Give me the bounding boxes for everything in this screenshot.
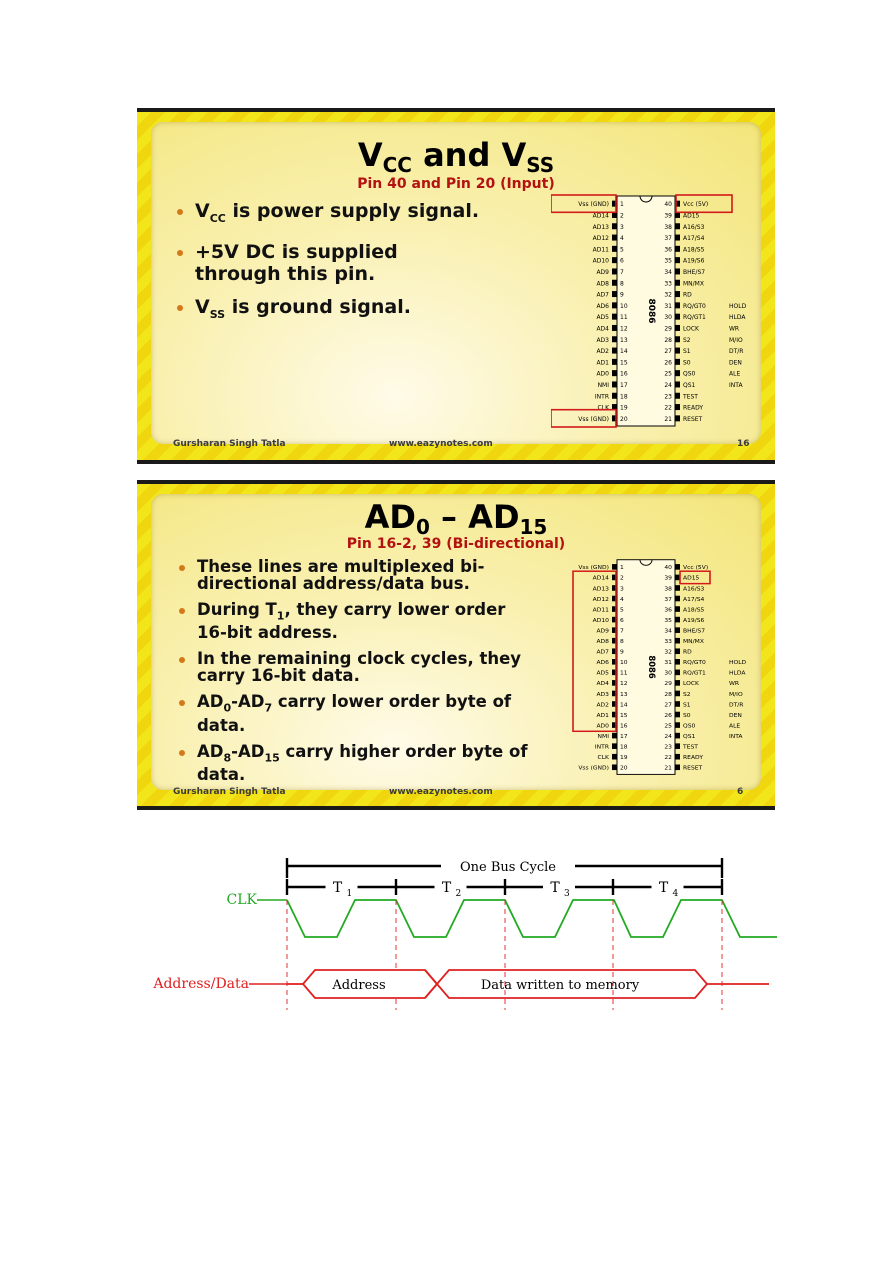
max-mode-label: HLDA: [729, 314, 746, 322]
pin-marker-left: [612, 280, 617, 286]
pin-label-left: AD4: [596, 681, 609, 688]
pin-label-right: LOCK: [683, 681, 699, 688]
bullet-item: These lines are multiplexed bi-directional address/data bus.: [175, 558, 559, 592]
pin-number-right: 24: [664, 381, 672, 389]
pin-number-right: 23: [664, 393, 672, 401]
pin-number-right: 40: [664, 201, 672, 209]
slide-title: $V_{CC}$ and $V_{SS}$: [357, 136, 555, 177]
pin-number-right: 35: [664, 618, 672, 624]
chip-name: 8086: [645, 655, 657, 679]
pin-label-left: AD14: [592, 575, 609, 582]
bullet-item: In the remaining clock cycles, they carry 16-bit data.: [175, 650, 557, 684]
pin-number-left: 14: [620, 702, 628, 709]
pin-number-left: 17: [620, 381, 628, 389]
pin-label-right: A16/S3: [683, 223, 705, 231]
slide-ad0-ad15: [137, 480, 775, 810]
pin-label-left: AD6: [596, 302, 609, 310]
pin-number-right: 34: [664, 268, 672, 276]
pin-number-left: 4: [620, 235, 624, 243]
pin-marker-left: [612, 381, 617, 387]
pin-label-right: S1: [683, 348, 691, 356]
pin-marker-left: [612, 336, 617, 342]
pin-number-left: 8: [620, 280, 624, 288]
pin-marker-right: [675, 325, 680, 331]
clk-signal-label: CLK: [226, 892, 257, 908]
pin-number-right: 25: [664, 370, 672, 378]
slide-subtitle: Pin 40 and Pin 20 (Input): [357, 176, 555, 192]
pin-number-left: 5: [620, 246, 624, 254]
pin-marker-left: [612, 754, 617, 760]
pin-number-right: 39: [664, 575, 672, 582]
bullet-item: $AD_0-AD_7$ carry lower order byte of data.: [175, 693, 559, 733]
pin-number-left: 18: [620, 744, 628, 751]
pin-label-left: AD8: [596, 280, 609, 288]
pin-number-right: 31: [664, 660, 672, 667]
max-mode-label: DEN: [729, 713, 742, 719]
pin-marker-right: [675, 617, 680, 623]
pin-marker-right: [675, 733, 680, 739]
pin-number-left: 19: [620, 404, 628, 412]
pin-number-left: 12: [620, 681, 628, 688]
pin-marker-right: [675, 336, 680, 342]
pin-label-left: CLK: [597, 404, 609, 412]
pin-marker-right: [675, 743, 680, 749]
pin-marker-right: [675, 585, 680, 591]
pin-number-left: 19: [620, 755, 628, 761]
pin-marker-right: [675, 596, 680, 602]
t-state-subscript: 3: [564, 889, 570, 899]
footer-author: Gursharan Singh Tatla: [173, 787, 286, 797]
pin-marker-right: [675, 722, 680, 728]
pin-label-right: QS0: [683, 370, 696, 378]
pin-marker-right: [675, 670, 680, 676]
pin-label-right: LOCK: [683, 325, 699, 333]
pin-number-right: 37: [664, 596, 672, 603]
pin-marker-right: [675, 314, 680, 320]
pin-number-left: 16: [620, 370, 628, 378]
pin-number-right: 30: [664, 314, 672, 322]
pin-marker-right: [675, 381, 680, 387]
max-mode-label: ALE: [729, 723, 741, 730]
pin-label-right: MN/MX: [683, 280, 704, 288]
pin-label-right: RESET: [683, 765, 703, 772]
pin-number-right: 22: [664, 404, 672, 412]
pin-marker-right: [675, 246, 680, 252]
pin-number-right: 28: [664, 691, 672, 698]
pin-marker-left: [612, 291, 617, 297]
footer-page-number: 6: [737, 787, 744, 797]
pin-label-right: BHE/S7: [683, 628, 706, 635]
pin-number-left: 7: [620, 628, 624, 635]
max-mode-label: DT/R: [729, 702, 744, 709]
pin-marker-right: [675, 638, 680, 644]
pin-number-right: 27: [664, 702, 672, 709]
slide-subtitle: Pin 16-2, 39 (Bi-directional): [346, 536, 566, 552]
pin-marker-right: [675, 701, 680, 707]
pin-label-right: QS1: [683, 734, 696, 740]
pin-number-right: 36: [664, 246, 672, 254]
pin-label-right: RQ/GT0: [683, 302, 706, 310]
footer-author: Gursharan Singh Tatla: [173, 439, 286, 449]
max-mode-label: DT/R: [729, 348, 744, 356]
pin-number-left: 4: [620, 596, 624, 603]
pin-number-right: 34: [664, 628, 672, 635]
pin-label-right: S2: [683, 336, 691, 344]
pin-number-left: 13: [620, 336, 628, 344]
pin-label-left: Vss (GND): [578, 415, 609, 423]
pin-marker-left: [612, 348, 617, 354]
pin-number-left: 1: [620, 565, 624, 572]
pin-number-right: 23: [664, 744, 672, 751]
pin-label-right: A19/S6: [683, 618, 705, 624]
pin-marker-left: [612, 359, 617, 365]
pin-marker-left: [612, 223, 617, 229]
pin-marker-left: [612, 370, 617, 376]
pin-number-right: 26: [664, 713, 672, 719]
pin-label-left: NMI: [597, 734, 609, 740]
pin-marker-left: [612, 235, 617, 241]
highlight-box-ad14-ad0: [573, 571, 616, 731]
max-mode-label: HLDA: [729, 670, 746, 677]
pin-number-left: 9: [620, 291, 624, 299]
pin-number-left: 15: [620, 359, 628, 367]
pin-marker-right: [675, 659, 680, 665]
slide-panel: [151, 122, 761, 449]
bullet-item: +5V DC is supplied through this pin.: [173, 241, 465, 285]
pin-marker-left: [612, 257, 617, 263]
pin-label-right: A19/S6: [683, 257, 705, 265]
slide-vcc-vss: [137, 108, 775, 464]
pin-label-left: AD6: [596, 660, 609, 667]
pin-number-right: 40: [664, 565, 672, 572]
pin-label-right: READY: [683, 404, 704, 412]
pin-label-left: NMI: [597, 381, 609, 389]
pin-label-right: QS0: [683, 723, 696, 730]
pin-label-right: TEST: [683, 744, 698, 751]
pin-marker-right: [675, 680, 680, 686]
pin-number-left: 2: [620, 212, 624, 220]
pin-marker-right: [675, 691, 680, 697]
pin-number-right: 31: [664, 302, 672, 310]
pin-marker-right: [675, 606, 680, 612]
pin-number-right: 25: [664, 723, 672, 730]
pin-label-left: AD5: [596, 670, 609, 677]
pin-number-right: 33: [664, 639, 672, 645]
bullet-list: [173, 200, 553, 337]
pin-label-left: AD2: [596, 702, 609, 709]
pin-label-right: RESET: [683, 415, 703, 423]
pin-label-right: MN/MX: [683, 639, 704, 645]
pin-label-right: RQ/GT0: [683, 660, 706, 667]
clk-waveform: [287, 900, 777, 937]
pin-number-right: 26: [664, 359, 672, 367]
pin-label-left: Vss (GND): [578, 201, 609, 209]
pin-number-right: 38: [664, 223, 672, 231]
t-state-subscript: 1: [346, 889, 353, 899]
pin-label-left: AD0: [596, 723, 609, 730]
max-mode-label: HOLD: [729, 660, 747, 667]
pin-number-left: 11: [620, 670, 628, 677]
pin-label-right: Vcc (5V): [683, 201, 709, 209]
bullet-list: [175, 558, 559, 792]
pin-marker-right: [675, 257, 680, 263]
slide-background: [137, 484, 775, 806]
pin-number-right: 33: [664, 280, 672, 288]
pin-label-left: AD10: [592, 618, 609, 624]
pin-number-left: 11: [620, 314, 628, 322]
pin-label-left: AD9: [596, 628, 609, 635]
bullet-item: $V_{CC}$ is power supply signal.: [173, 200, 553, 230]
pin-number-left: 6: [620, 257, 624, 265]
pin-marker-right: [675, 764, 680, 770]
pin-label-left: AD2: [596, 348, 609, 356]
pin-marker-right: [675, 235, 680, 241]
footer-url: www.eazynotes.com: [389, 439, 493, 449]
pin-label-right: A17/S4: [683, 596, 705, 603]
pin-number-left: 5: [620, 607, 624, 614]
pin-number-left: 3: [620, 586, 624, 593]
pin-number-left: 15: [620, 713, 628, 719]
pin-label-left: AD12: [592, 235, 609, 243]
pin-label-left: INTR: [594, 393, 609, 401]
pin-label-left: AD9: [596, 268, 609, 276]
pin-marker-left: [612, 764, 617, 770]
pin-label-right: RD: [683, 649, 692, 656]
pin-label-right: S2: [683, 691, 691, 698]
pin-number-right: 22: [664, 755, 672, 761]
pin-number-right: 21: [664, 765, 672, 772]
pin-label-right: S1: [683, 702, 691, 709]
pin-number-left: 1: [620, 201, 624, 209]
pin-label-left: AD7: [596, 291, 609, 299]
pin-label-right: READY: [683, 755, 703, 761]
t-state-subscript: 4: [672, 889, 679, 899]
pin-label-left: AD12: [592, 596, 609, 603]
chip-8086-pin-diagram: [551, 556, 761, 780]
max-mode-label: WR: [729, 325, 740, 333]
t-state-label: T: [658, 880, 669, 896]
pin-number-right: 38: [664, 586, 672, 593]
pin-number-left: 13: [620, 691, 628, 698]
footer-url: www.eazynotes.com: [389, 787, 493, 797]
pin-marker-right: [675, 280, 680, 286]
pin-marker-right: [675, 348, 680, 354]
slide-background: [137, 112, 775, 460]
pin-number-left: 18: [620, 393, 628, 401]
pin-label-left: AD13: [592, 223, 609, 231]
pin-label-right: A18/S5: [683, 246, 705, 254]
pin-number-right: 21: [664, 415, 672, 423]
pin-number-left: 17: [620, 734, 628, 740]
max-mode-label: ALE: [729, 370, 741, 378]
pin-number-right: 36: [664, 607, 672, 614]
pin-label-left: AD8: [596, 639, 609, 645]
pin-number-left: 2: [620, 575, 624, 582]
pin-label-left: INTR: [594, 744, 609, 751]
pin-label-right: AD15: [683, 575, 700, 582]
pin-number-right: 27: [664, 348, 672, 356]
pin-label-right: S0: [683, 713, 691, 719]
pin-label-left: AD10: [592, 257, 609, 265]
pin-marker-left: [612, 733, 617, 739]
pin-number-left: 9: [620, 649, 624, 656]
pin-number-right: 30: [664, 670, 672, 677]
pin-label-left: AD13: [592, 586, 609, 593]
address-phase-label: Address: [332, 978, 386, 993]
pin-number-right: 28: [664, 336, 672, 344]
pin-label-left: AD5: [596, 314, 609, 322]
pin-label-right: A18/S5: [683, 607, 705, 614]
pin-number-left: 14: [620, 348, 628, 356]
pin-marker-left: [612, 564, 617, 570]
pin-number-left: 7: [620, 268, 624, 276]
pin-marker-left: [612, 314, 617, 320]
pin-label-left: AD1: [596, 359, 609, 367]
pin-label-right: QS1: [683, 381, 696, 389]
pin-label-right: RQ/GT1: [683, 670, 706, 677]
pin-marker-right: [675, 393, 680, 399]
bullet-item: During $T_1$, they carry lower order 16-bit address.: [175, 601, 527, 641]
pin-number-left: 16: [620, 723, 628, 730]
pin-label-left: Vss (GND): [578, 765, 609, 772]
pin-number-right: 35: [664, 257, 672, 265]
pin-label-left: AD14: [592, 212, 609, 220]
pin-label-left: AD1: [596, 713, 609, 719]
bullet-item: $V_{SS}$ is ground signal.: [173, 296, 553, 326]
t-state-label: T: [441, 880, 452, 896]
pin-marker-left: [612, 743, 617, 749]
max-mode-label: HOLD: [729, 302, 747, 310]
t-state-subscript: 2: [455, 889, 462, 899]
max-mode-label: M/IO: [729, 691, 743, 698]
pin-label-left: AD7: [596, 649, 609, 656]
t-state-label: T: [550, 880, 560, 896]
pin-number-right: 29: [664, 681, 672, 688]
chip-name: 8086: [646, 298, 656, 324]
pin-label-right: BHE/S7: [683, 268, 706, 276]
pin-number-left: 10: [620, 660, 628, 667]
pin-marker-right: [675, 754, 680, 760]
pin-marker-right: [675, 370, 680, 376]
pin-marker-left: [612, 302, 617, 308]
pin-number-left: 6: [620, 618, 624, 624]
pin-label-right: TEST: [683, 393, 698, 401]
pin-label-left: AD11: [592, 246, 609, 254]
max-mode-label: M/IO: [729, 336, 743, 344]
pin-label-right: S0: [683, 359, 691, 367]
pin-label-right: Vcc (5V): [683, 565, 709, 572]
max-mode-label: DEN: [729, 359, 742, 367]
pin-number-left: 20: [620, 765, 628, 772]
pin-label-left: AD11: [592, 607, 609, 614]
pin-label-right: A16/S3: [683, 586, 705, 593]
data-phase-label: Data written to memory: [480, 978, 640, 993]
pin-label-left: Vss (GND): [578, 565, 609, 572]
pin-label-left: AD0: [596, 370, 609, 378]
pin-marker-right: [675, 564, 680, 570]
pin-marker-right: [675, 291, 680, 297]
bullet-item: $AD_8-AD_{15}$ carry higher order byte of data.: [175, 743, 537, 783]
pin-label-right: RD: [683, 291, 692, 299]
pin-number-left: 8: [620, 639, 624, 645]
pin-label-right: AD15: [683, 212, 700, 220]
pin-label-right: A17/S4: [683, 235, 705, 243]
pin-marker-right: [675, 648, 680, 654]
pin-marker-left: [612, 393, 617, 399]
pin-marker-right: [675, 712, 680, 718]
pin-number-right: 37: [664, 235, 672, 243]
max-mode-label: INTA: [729, 734, 743, 740]
pin-number-left: 20: [620, 415, 628, 423]
pin-marker-right: [675, 359, 680, 365]
bus-cycle-label: One Bus Cycle: [459, 860, 557, 875]
pin-marker-left: [612, 268, 617, 274]
pin-marker-left: [612, 246, 617, 252]
pin-number-left: 12: [620, 325, 628, 333]
pin-marker-right: [675, 268, 680, 274]
pin-number-right: 29: [664, 325, 672, 333]
pin-marker-right: [675, 404, 680, 410]
pin-marker-left: [612, 325, 617, 331]
address-data-signal-label: Address/Data: [153, 976, 249, 992]
pin-number-right: 32: [664, 291, 672, 299]
pin-label-left: AD3: [596, 691, 609, 698]
write-bus-cycle-timing-diagram: [137, 850, 777, 1020]
pin-label-left: AD4: [596, 325, 609, 333]
slide-panel: [151, 494, 761, 797]
pin-marker-right: [675, 415, 680, 421]
pin-number-right: 39: [664, 212, 672, 220]
pin-marker-right: [675, 223, 680, 229]
pin-label-left: AD3: [596, 336, 609, 344]
max-mode-label: INTA: [729, 381, 743, 389]
pin-marker-right: [675, 302, 680, 308]
t-state-label: T: [332, 880, 343, 896]
pin-label-right: RQ/GT1: [683, 314, 706, 322]
pin-marker-right: [675, 627, 680, 633]
pin-number-right: 24: [664, 734, 672, 740]
chip-8086-pin-diagram: [551, 192, 761, 432]
footer-page-number: 16: [737, 439, 750, 449]
pin-label-left: CLK: [597, 755, 609, 761]
pin-number-right: 32: [664, 649, 672, 656]
pin-number-left: 3: [620, 223, 624, 231]
pin-number-left: 10: [620, 302, 628, 310]
max-mode-label: WR: [729, 681, 740, 688]
slide-title: $AD_0 - AD_{15}$: [364, 498, 548, 539]
